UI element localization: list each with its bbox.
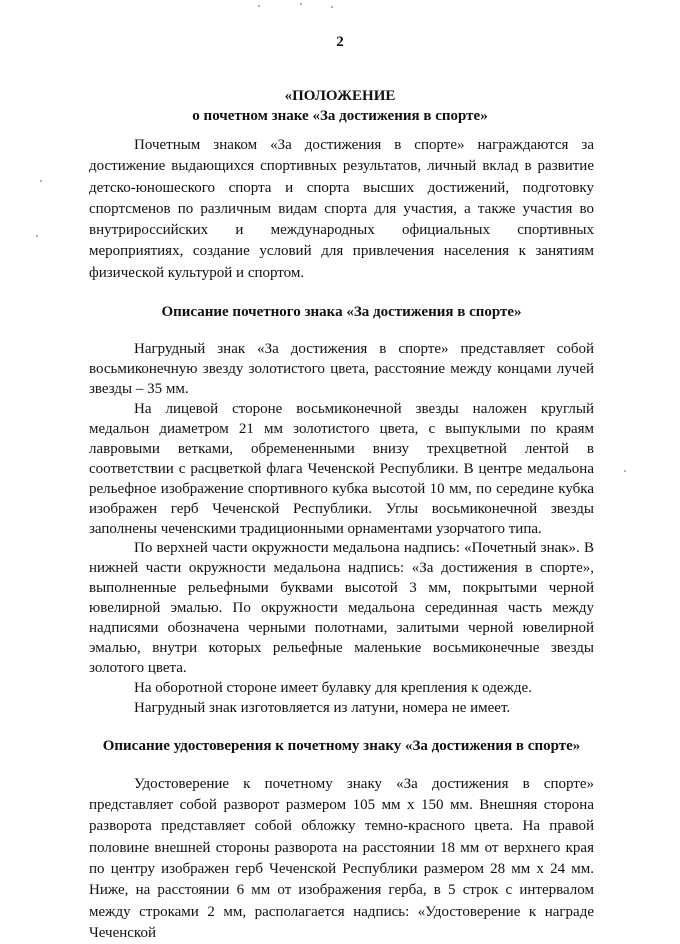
scan-speck xyxy=(40,180,42,182)
scan-speck xyxy=(258,5,260,7)
document-body xyxy=(89,135,594,944)
certificate-paragraph-1: Удостоверение к почетному знаку «За достижения в спорте» представляет собой разворот размером 105 мм х 150 мм. Внешняя сторона разворота представляет собой обложку темно-красного цвета. На правой половине внешней стороны разворота на расстоянии 18 мм от верхнего края по центру изображен герб Чеченской Республики размером 28 мм х 24 мм. Ниже, на расстоянии 6 мм от изображения герба, в 5 строк с интервалом между строками 2 мм, располагается надпись: «Удостоверение к награде Чеченской xyxy=(89,775,594,941)
intro-paragraph: Почетным знаком «За достижения в спорте» награждаются за достижение выдающихся спортивных результатов, личный вклад в развитие детско-юношеского спорта и спорта высших достижений, подготовку спортсменов по различным видам спорта для участия, а также участия во внутрироссийских и международных официальных спортивных мероприятиях, создание условий для привлечения населения к занятиям физической культурой и спортом. xyxy=(89,137,594,281)
section-heading-certificate: Описание удостоверения к почетному знаку «За достижения в спорте» xyxy=(102,737,581,754)
document-title xyxy=(0,86,680,126)
scan-speck xyxy=(331,6,333,8)
badge-paragraph-3: По верхней части окружности медальона надпись: «Почетный знак». В нижней части окружности медальона надпись: «За достижения в спорте», выполненные рельефными буквами высотой 3 мм, покрытыми черной ювелирной эмалью. По окружности медальона серединная часть между надписями обозначена черными полотнами, залитыми черной ювелирной эмалью, внутри которых рельефные маленькие восьмиконечные звезды золотого цвета. xyxy=(89,540,594,676)
scan-speck xyxy=(36,235,38,237)
badge-paragraph-5: Нагрудный знак изготовляется из латуни, номера не имеет. xyxy=(134,699,511,716)
title-line-2: о почетном знаке «За достижения в спорте» xyxy=(192,108,488,124)
section-heading-badge: Описание почетного знака «За достижения в спорте» xyxy=(161,304,522,321)
badge-paragraph-1: Нагрудный знак «За достижения в спорте» представляет собой восьмиконечную звезду золотистого цвета, расстояние между концами лучей звезды – 35 мм. xyxy=(89,341,594,398)
scan-speck xyxy=(624,470,626,472)
title-line-1: «ПОЛОЖЕНИЕ xyxy=(284,88,396,104)
badge-paragraph-4: На оборотной стороне имеет булавку для крепления к одежде. xyxy=(134,679,532,696)
scan-speck xyxy=(300,3,302,5)
page-number: 2 xyxy=(336,34,344,50)
badge-paragraph-2: На лицевой стороне восьмиконечной звезды наложен круглый медальон диаметром 21 мм золотистого цвета, с выпуклыми по краям лавровыми ветками, обремененными внизу трехцветной лентой в соответствии с расцветкой флага Чеченской Республики. В центре медальона рельефное изображение спортивного кубка высотой 10 мм, по середине кубка изображен герб Чеченской Республики. Углы восьмиконечной звезды заполнены чеченскими традиционными орнаментами узорчатого типа. xyxy=(89,401,594,537)
